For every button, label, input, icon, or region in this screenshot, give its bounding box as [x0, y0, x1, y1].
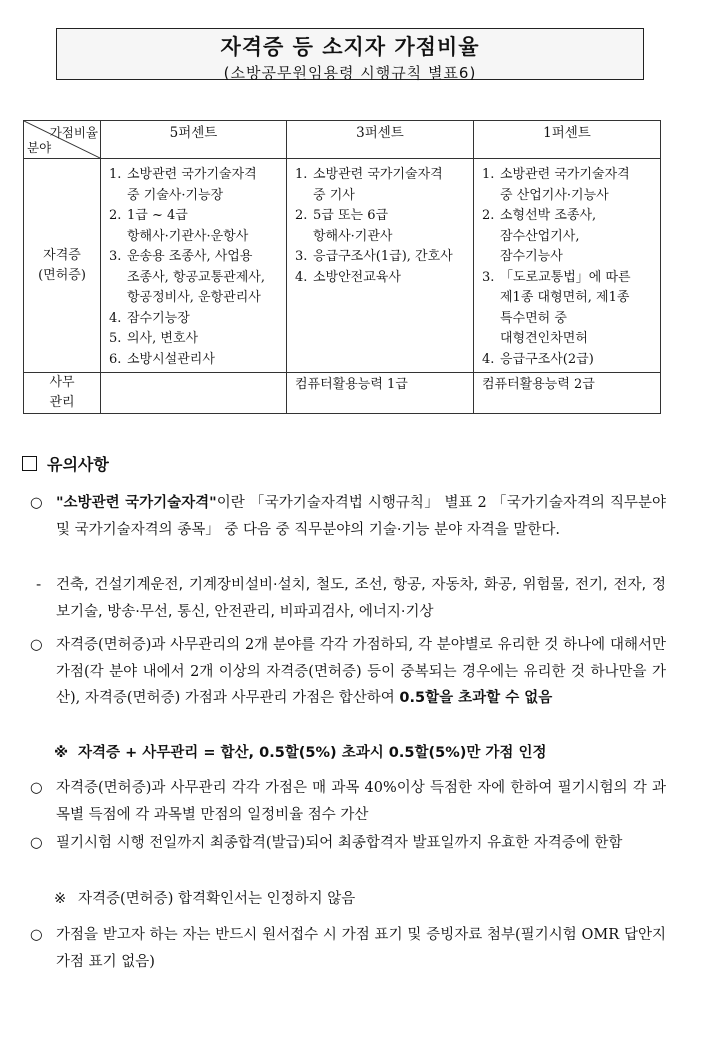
item-text-line: 조종사, 항공교통관제사,	[127, 269, 265, 285]
list-item	[109, 350, 282, 371]
circle-bullet-icon: ○	[30, 835, 43, 851]
item-text-line: 소방시설관리사	[127, 351, 215, 367]
list-item	[482, 268, 656, 350]
item-number: 3.	[295, 249, 308, 264]
item-text-line: 응급구조사(1급), 간호사	[313, 249, 453, 264]
page-title: 자격증 등 소지자 가점비율	[220, 35, 480, 59]
item-text-line: 5급 또는 6급	[313, 208, 389, 223]
list-item	[295, 268, 469, 289]
table-row-office	[24, 373, 661, 414]
item-text-line: 특수면허 중	[500, 310, 567, 326]
item-text-line: 중 기술사·기능장	[127, 187, 224, 203]
item-number: 5.	[109, 331, 122, 346]
item-text-line: 항해사·기관사·운항사	[127, 228, 249, 244]
circle-bullet-icon: ○	[30, 637, 43, 653]
checkbox-square-icon	[22, 456, 37, 471]
item-text-line: 항해사·기관사	[313, 228, 393, 244]
header-1-percent: 1퍼센트	[474, 121, 661, 159]
list-item	[295, 165, 469, 206]
note-paragraph-7: ※ 자격증(면허증) 합격확인서는 인정하지 않음	[54, 886, 666, 913]
license-1-percent-cell	[474, 159, 661, 373]
item-number: 4.	[109, 310, 122, 326]
item-text-line: 소방안전교육사	[313, 269, 401, 285]
circle-bullet-icon: ○	[30, 495, 43, 511]
corner-label-ratio: 가점비율	[49, 125, 98, 140]
list-item	[295, 206, 469, 247]
list-item	[109, 165, 282, 206]
license-3-percent-cell	[287, 159, 474, 373]
circle-bullet-icon: ○	[30, 927, 43, 943]
header-5-percent: 5퍼센트	[101, 121, 287, 159]
item-text-line: 잠수기능장	[127, 310, 190, 326]
list-item	[109, 206, 282, 247]
item-text-line: 소방관련 국가기술자격	[500, 167, 630, 182]
title-box	[56, 28, 644, 80]
item-text-line: 1급 ~ 4급	[127, 208, 188, 223]
office-1-percent-cell: 컴퓨터활용능력 2급	[474, 373, 661, 414]
item-number: 3.	[482, 269, 495, 285]
item-number: 1.	[295, 167, 308, 182]
item-number: 4.	[295, 269, 308, 285]
table-header-row	[24, 121, 661, 159]
item-text-line: 대형견인차면허	[500, 331, 588, 346]
item-number: 2.	[482, 208, 495, 223]
bonus-ratio-table	[23, 120, 661, 414]
item-text-line: 잠수기능사	[500, 249, 563, 264]
item-text-line: 중 기사	[313, 187, 355, 203]
item-text-line: 의사, 변호사	[127, 331, 199, 346]
header-3-percent: 3퍼센트	[287, 121, 474, 159]
corner-label-field: 분야	[27, 140, 52, 155]
item-text-line: 소방관련 국가기술자격	[127, 167, 257, 182]
note-paragraph-3: ○ 자격증(면허증)과 사무관리의 2개 분야를 각각 가점하되, 각 분야별로 유리한 것 하나에 대해서만 가점(각 분야 내에서 2개 이상의 자격증(면허증) 등이 중복되는 경우에는 유리한 것 하나만을 가산), 자격증(면허증) 가점과 사무관리 가점은 합산하여 0.5할을 초과할 수 없음	[30, 632, 666, 712]
note-paragraph-8: ○ 가점을 받고자 하는 자는 반드시 원서접수 시 가점 표기 및 증빙자료 첨부(필기시험 OMR 답안지 가점 표기 없음)	[30, 922, 666, 975]
reference-mark-icon: ※	[54, 745, 69, 761]
item-number: 1.	[482, 167, 495, 182]
item-text-line: 소형선박 조종사,	[500, 208, 597, 223]
note-paragraph-6: ○ 필기시험 시행 전일까지 최종합격(발급)되어 최종합격자 발표일까지 유효한 자격증에 한함	[30, 830, 666, 857]
item-text-line: 소방관련 국가기술자격	[313, 167, 443, 182]
item-number: 4.	[482, 351, 495, 367]
license-5-percent-cell	[101, 159, 287, 373]
list-item	[482, 350, 656, 371]
list-item	[295, 247, 469, 268]
item-number: 2.	[109, 208, 122, 223]
item-number: 3.	[109, 249, 122, 264]
note-paragraph-2: - 건축, 건설기계운전, 기계장비설비·설치, 철도, 조선, 항공, 자동차, 화공, 위험물, 전기, 전자, 정보기술, 방송·무선, 통신, 안전관리, 비파괴검사, 에너지·기상	[36, 572, 666, 625]
note-paragraph-1: ○ "소방관련 국가기술자격"이란 「국가기술자격법 시행규칙」 별표 2 「국가기술자격의 직무분야 및 국가기술자격의 종목」 중 다음 중 직무분야의 기술·기능 분야 자격을 말한다.	[30, 490, 666, 543]
row-label-office: 사무 관리	[24, 373, 101, 414]
item-text-line: 「도로교통법」에 따른	[500, 269, 631, 285]
table-row-license	[24, 159, 661, 373]
list-item	[109, 309, 282, 330]
item-number: 2.	[295, 208, 308, 223]
list-item	[109, 247, 282, 309]
reference-mark-icon: ※	[54, 891, 67, 907]
row-label-license: 자격증 (면허증)	[24, 159, 101, 373]
note-paragraph-5: ○ 자격증(면허증)과 사무관리 각각 가점은 매 과목 40%이상 득점한 자에 한하여 필기시험의 각 과목별 득점에 각 과목별 만점의 일정비율 점수 가산	[30, 775, 666, 828]
list-item	[482, 206, 656, 268]
list-item	[482, 165, 656, 206]
dash-bullet-icon: -	[36, 577, 42, 593]
item-text-line: 항공정비사, 운항관리사	[127, 290, 261, 305]
item-text-line: 응급구조사(2급)	[500, 351, 594, 367]
notes-heading: 유의사항	[22, 452, 109, 475]
item-text-line: 잠수산업기사,	[500, 228, 580, 244]
note-paragraph-4: ※ 자격증 + 사무관리 = 합산, 0.5할(5%) 초과시 0.5할(5%)만 가점 인정	[54, 740, 666, 767]
office-3-percent-cell: 컴퓨터활용능력 1급	[287, 373, 474, 414]
item-text-line: 제1종 대형면허, 제1종	[500, 290, 630, 305]
item-text-line: 운송용 조종사, 사업용	[127, 249, 253, 264]
list-item	[109, 329, 282, 350]
item-text-line: 중 산업기사·기능사	[500, 187, 609, 203]
table-corner-cell	[24, 121, 101, 159]
item-number: 6.	[109, 351, 122, 367]
office-5-percent-cell	[101, 373, 287, 414]
page-subtitle: (소방공무원임용령 시행규칙 별표6)	[223, 64, 477, 82]
item-number: 1.	[109, 167, 122, 182]
circle-bullet-icon: ○	[30, 780, 43, 796]
